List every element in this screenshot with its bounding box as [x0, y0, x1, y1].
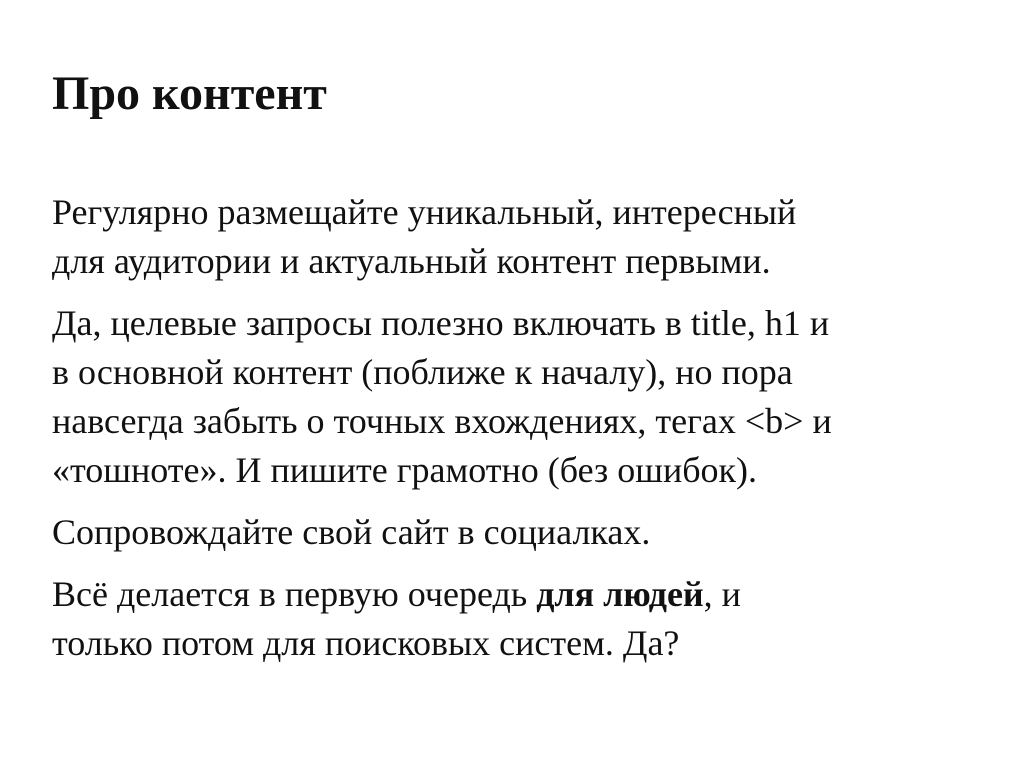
text-line: только потом для поисковых систем. Да?: [52, 623, 680, 663]
slide-body: [52, 188, 992, 681]
paragraph-content-regularity: [52, 188, 992, 286]
paragraph-target-queries: [52, 299, 992, 495]
paragraph-people-first: [52, 570, 992, 668]
text-line: «тошноте». И пишите грамотно (без ошибок).: [52, 450, 758, 490]
text-segment: , и: [703, 574, 741, 614]
paragraph-social: [52, 508, 992, 557]
text-line: для аудитории и актуальный контент первыми.: [52, 241, 771, 281]
text-line: Регулярно размещайте уникальный, интересный: [52, 192, 797, 232]
text-line: Да, целевые запросы полезно включать в title, h1 и: [52, 303, 830, 343]
slide-title: Про контент: [52, 67, 327, 120]
emphasis-text: для людей: [536, 574, 704, 614]
text-segment: Всё делается в первую очередь: [52, 574, 537, 614]
text-line: навсегда забыть о точных вхождениях, тегах <b> и: [52, 401, 832, 441]
text-line: Сопровождайте свой сайт в социалках.: [52, 512, 651, 552]
text-line: [52, 570, 992, 619]
text-line: в основной контент (поближе к началу), но пора: [52, 352, 793, 392]
